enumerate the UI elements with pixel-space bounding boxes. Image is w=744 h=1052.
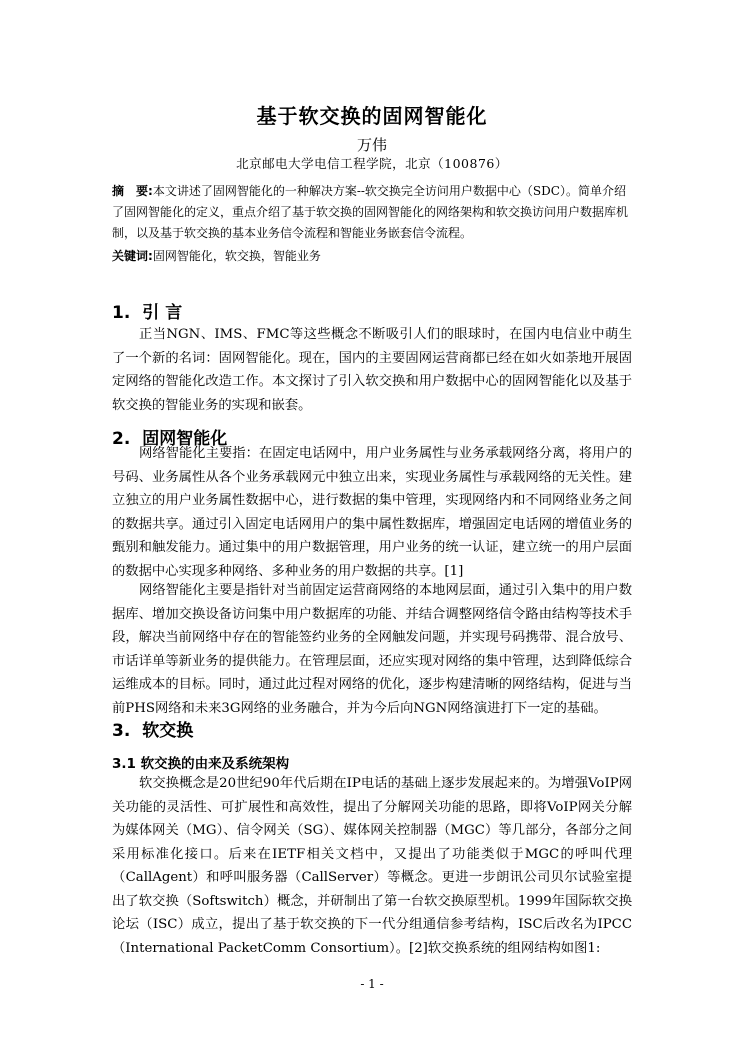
author-affiliation: 北京邮电大学电信工程学院，北京（100876） — [236, 156, 508, 171]
keywords — [112, 247, 632, 264]
section-2-number: 2. — [112, 429, 131, 449]
paper-title: 基于软交换的固网智能化 — [256, 104, 488, 128]
section-3-number: 3. — [112, 721, 131, 741]
subsection-3-1-paragraph-1: 软交换概念是20世纪90年代后期在IP电话的基础上逐步发展起来的。为增强VoIP网关功能的灵活性、可扩展性和高效性，提出了分解网关功能的思路，即将VoIP网关分解为媒体网关（MG）、信令网关（SG）、媒体网关控制器（MGC）等几部分，各部分之间采用标准化接口。后来在IETF相关文档中，又提出了功能类似于MGC的呼叫代理（CallAgent）和呼叫服务器（CallServer）等概念。更进一步朗讯公司贝尔试验室提出了软交换（Softswitch）概念，并研制出了第一台软交换原型机。1999年国际软交换论坛（ISC）成立，提出了基于软交换的下一代分组通信参考结构，ISC后改名为IPCC（International PacketComm Consortium）。[2]软交换系统的组网结构如图1: — [112, 776, 632, 956]
section-3-heading — [112, 716, 193, 741]
abstract — [112, 181, 632, 244]
section-2-paragraph-1: 网络智能化主要指：在固定电话网中，用户业务属性与业务承载网络分离，将用户的号码、业务属性从各个业务承载网元中独立出来，实现业务属性与承载网络的无关性。建立独立的用户业务属性数据中心，进行数据的集中管理，实现网络内和不同网络业务之间的数据共享。通过引入固定电话网用户的集中属性数据库，增强固定电话网的增值业务的甄别和触发能力。通过集中的用户数据管理，用户业务的统一认证，建立统一的用户层面的数据中心实现多种网络、多种业务的用户数据的共享。[1] — [112, 446, 632, 579]
section-2-title: 固网智能化 — [142, 429, 228, 449]
section-2-paragraph-2: 网络智能化主要是指针对当前固定运营商网络的本地网层面，通过引入集中的用户数据库、增加交换设备访问集中用户数据库的功能、并结合调整网络信令路由结构等技术手段，解决当前网络中存在的智能签约业务的全网触发问题，并实现号码携带、混合放号、市话详单等新业务的提供能力。在管理层面，还应实现对网络的集中管理，达到降低综合运维成本的目标。同时，通过此过程对网络的优化，逐步构建清晰的网络结构，促进与当前PHS网络和未来3G网络的业务融合，并为今后向NGN网络演进打下一定的基础。 — [112, 583, 632, 716]
author-name: 万伟 — [356, 136, 387, 154]
section-1-paragraph-1: 正当NGN、IMS、FMC等这些概念不断吸引人们的眼球时，在国内电信业中萌生了一个新的名词：固网智能化。现在，国内的主要固网运营商都已经在如火如荼地开展固定网络的智能化改造工作。本文探讨了引入软交换和用户数据中心的固网智能化以及基于软交换的智能业务的实现和嵌套。 — [112, 327, 632, 413]
section-1-title: 引 言 — [142, 303, 183, 323]
abstract-label: 摘 要: — [112, 184, 153, 198]
section-1-number: 1. — [112, 303, 131, 323]
abstract-text: 本文讲述了固网智能化的一种解决方案--软交换完全访问用户数据中心（SDC）。简单介绍了固网智能化的定义，重点介绍了基于软交换的固网智能化的网络架构和软交换访问用户数据库机制，以及基于软交换的基本业务信令流程和智能业务嵌套信令流程。 — [112, 184, 629, 240]
page-number: - 1 - — [360, 977, 384, 991]
subsection-3-1-heading: 3.1 软交换的由来及系统架构 — [112, 756, 290, 772]
keywords-label: 关键词: — [112, 249, 153, 263]
section-1-heading — [112, 298, 182, 323]
section-3-title: 软交换 — [142, 721, 194, 741]
keywords-text: 固网智能化，软交换，智能业务 — [152, 249, 321, 263]
